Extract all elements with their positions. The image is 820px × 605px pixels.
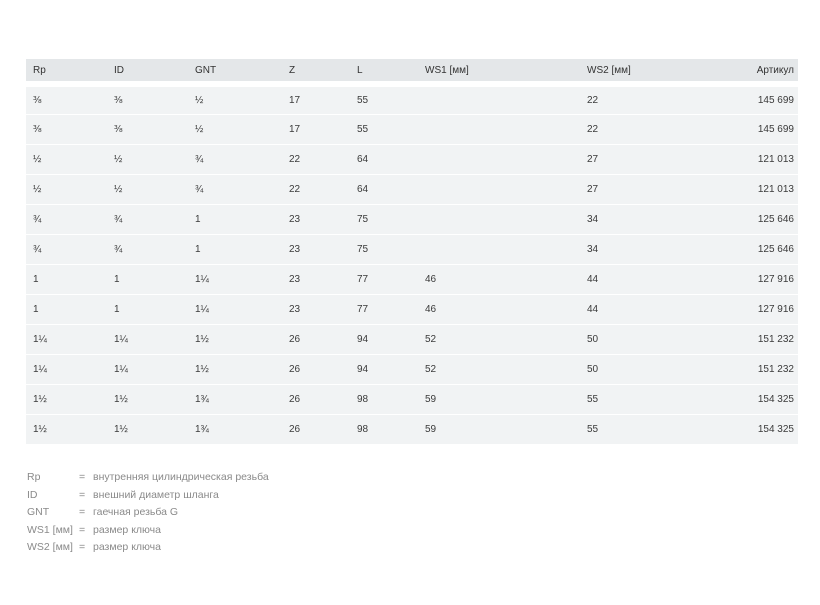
legend-description: внутренняя цилиндрическая резьба [93, 471, 269, 483]
legend-key: WS1 [мм] [27, 523, 73, 536]
legend-key: GNT [27, 506, 50, 519]
cell-ws1 [418, 174, 580, 204]
cell-ws2: 27 [587, 153, 599, 165]
table-row [26, 204, 798, 234]
cell-gnt: ½ [195, 94, 204, 106]
column-header-ws2: WS2 [мм] [587, 64, 631, 76]
table-row [26, 384, 798, 414]
legend-separator: = [79, 488, 86, 501]
cell-article: 127 916 [757, 273, 794, 285]
legend-separator: = [79, 523, 86, 536]
legend [27, 469, 269, 557]
cell-rp: 1¼ [33, 363, 47, 375]
cell-rp: ½ [33, 183, 42, 195]
legend-separator: = [79, 541, 86, 554]
cell-rp: 1 [33, 273, 39, 285]
cell-l: 64 [357, 183, 369, 195]
cell-rp: 1½ [33, 393, 47, 405]
cell-ws1 [418, 144, 580, 174]
cell-gnt: ½ [195, 123, 204, 135]
cell-id: 1 [114, 303, 120, 315]
cell-z: 22 [289, 183, 301, 195]
legend-separator: = [79, 471, 86, 483]
legend-item [27, 487, 269, 505]
table-row [26, 114, 798, 144]
cell-rp: 1½ [33, 423, 47, 435]
cell-z: 22 [289, 153, 301, 165]
cell-id: ½ [114, 183, 123, 195]
cell-l: 77 [357, 273, 369, 285]
cell-article: 154 325 [757, 393, 794, 405]
cell-ws2: 55 [587, 423, 599, 435]
table-row [26, 264, 798, 294]
cell-z: 23 [289, 273, 301, 285]
cell-z: 23 [289, 303, 301, 315]
cell-gnt: ¾ [195, 183, 204, 195]
cell-id: ⅜ [114, 123, 123, 135]
cell-rp: ¾ [33, 243, 42, 255]
cell-ws2: 44 [587, 303, 599, 315]
cell-gnt: 1 [195, 213, 201, 225]
cell-z: 26 [289, 333, 301, 345]
cell-ws2: 34 [587, 243, 599, 255]
cell-article: 151 232 [757, 363, 794, 375]
cell-gnt: 1½ [195, 333, 209, 345]
cell-ws1: 59 [425, 423, 437, 435]
cell-id: ¾ [114, 243, 123, 255]
cell-rp: ⅜ [33, 94, 42, 106]
table-header-row [26, 59, 798, 84]
cell-z: 26 [289, 393, 301, 405]
cell-l: 55 [357, 94, 369, 106]
cell-article: 154 325 [757, 423, 794, 435]
legend-key: ID [27, 488, 38, 501]
cell-article: 121 013 [757, 183, 794, 195]
cell-gnt: 1¼ [195, 303, 209, 315]
cell-id: 1¼ [114, 333, 128, 345]
cell-rp: 1¼ [33, 333, 47, 345]
cell-l: 75 [357, 243, 369, 255]
column-header-gnt: GNT [195, 64, 217, 76]
cell-ws1 [418, 114, 580, 144]
cell-z: 17 [289, 94, 301, 106]
cell-article: 145 699 [757, 123, 794, 135]
cell-id: ¾ [114, 213, 123, 225]
cell-z: 23 [289, 213, 301, 225]
table-row [26, 174, 798, 204]
cell-gnt: 1¼ [195, 273, 209, 285]
cell-id: 1¼ [114, 363, 128, 375]
cell-ws1: 52 [425, 333, 437, 345]
cell-z: 26 [289, 423, 301, 435]
table-row [26, 234, 798, 264]
table-body [26, 84, 798, 444]
cell-gnt: ¾ [195, 153, 204, 165]
cell-id: ½ [114, 153, 123, 165]
table-row [26, 144, 798, 174]
legend-key: Rp [27, 471, 41, 483]
cell-l: 98 [357, 393, 369, 405]
legend-description: гаечная резьба G [93, 506, 179, 519]
cell-id: 1½ [114, 423, 128, 435]
legend-description: внешний диаметр шланга [93, 488, 219, 501]
cell-ws1 [418, 84, 580, 114]
table-row [26, 84, 798, 114]
cell-rp: ½ [33, 153, 42, 165]
cell-ws2: 34 [587, 213, 599, 225]
legend-item [27, 522, 269, 540]
cell-l: 94 [357, 333, 369, 345]
cell-l: 98 [357, 423, 369, 435]
cell-gnt: 1¾ [195, 423, 209, 435]
cell-l: 94 [357, 363, 369, 375]
cell-z: 26 [289, 363, 301, 375]
spec-table [26, 59, 798, 444]
legend-description: размер ключа [93, 541, 161, 554]
column-header-article: Артикул [756, 64, 794, 76]
cell-l: 77 [357, 303, 369, 315]
cell-z: 23 [289, 243, 301, 255]
table-row [26, 414, 798, 444]
cell-ws2: 50 [587, 363, 599, 375]
cell-id: 1 [114, 273, 120, 285]
cell-ws1: 52 [425, 363, 437, 375]
legend-separator: = [79, 506, 86, 519]
cell-ws1: 46 [425, 303, 437, 315]
cell-id: 1½ [114, 393, 128, 405]
column-header-rp: Rp [33, 64, 46, 76]
cell-l: 64 [357, 153, 369, 165]
cell-article: 127 916 [757, 303, 794, 315]
cell-rp: ⅜ [33, 123, 42, 135]
legend-item [27, 469, 269, 487]
cell-z: 17 [289, 123, 301, 135]
cell-ws2: 44 [587, 273, 599, 285]
cell-gnt: 1 [195, 243, 201, 255]
column-header-z: Z [289, 64, 296, 76]
cell-ws1: 59 [425, 393, 437, 405]
cell-ws1 [418, 234, 580, 264]
legend-item [27, 504, 269, 522]
legend-item [27, 539, 269, 557]
cell-article: 125 646 [757, 213, 794, 225]
cell-ws2: 55 [587, 393, 599, 405]
table-row [26, 354, 798, 384]
cell-ws2: 22 [587, 94, 599, 106]
cell-id: ⅜ [114, 94, 123, 106]
cell-l: 75 [357, 213, 369, 225]
table-row [26, 294, 798, 324]
cell-rp: 1 [33, 303, 39, 315]
legend-key: WS2 [мм] [27, 541, 73, 554]
column-header-l: L [357, 64, 363, 76]
cell-article: 121 013 [757, 153, 794, 165]
cell-article: 145 699 [757, 94, 794, 106]
column-header-id: ID [114, 64, 124, 76]
cell-article: 125 646 [757, 243, 794, 255]
cell-ws1: 46 [425, 273, 437, 285]
cell-rp: ¾ [33, 213, 42, 225]
cell-ws2: 50 [587, 333, 599, 345]
column-header-ws1: WS1 [мм] [425, 64, 469, 76]
cell-ws2: 27 [587, 183, 599, 195]
cell-article: 151 232 [757, 333, 794, 345]
cell-ws2: 22 [587, 123, 599, 135]
cell-ws1 [418, 204, 580, 234]
cell-l: 55 [357, 123, 369, 135]
table-row [26, 324, 798, 354]
cell-gnt: 1½ [195, 363, 209, 375]
cell-gnt: 1¾ [195, 393, 209, 405]
legend-description: размер ключа [93, 523, 161, 536]
